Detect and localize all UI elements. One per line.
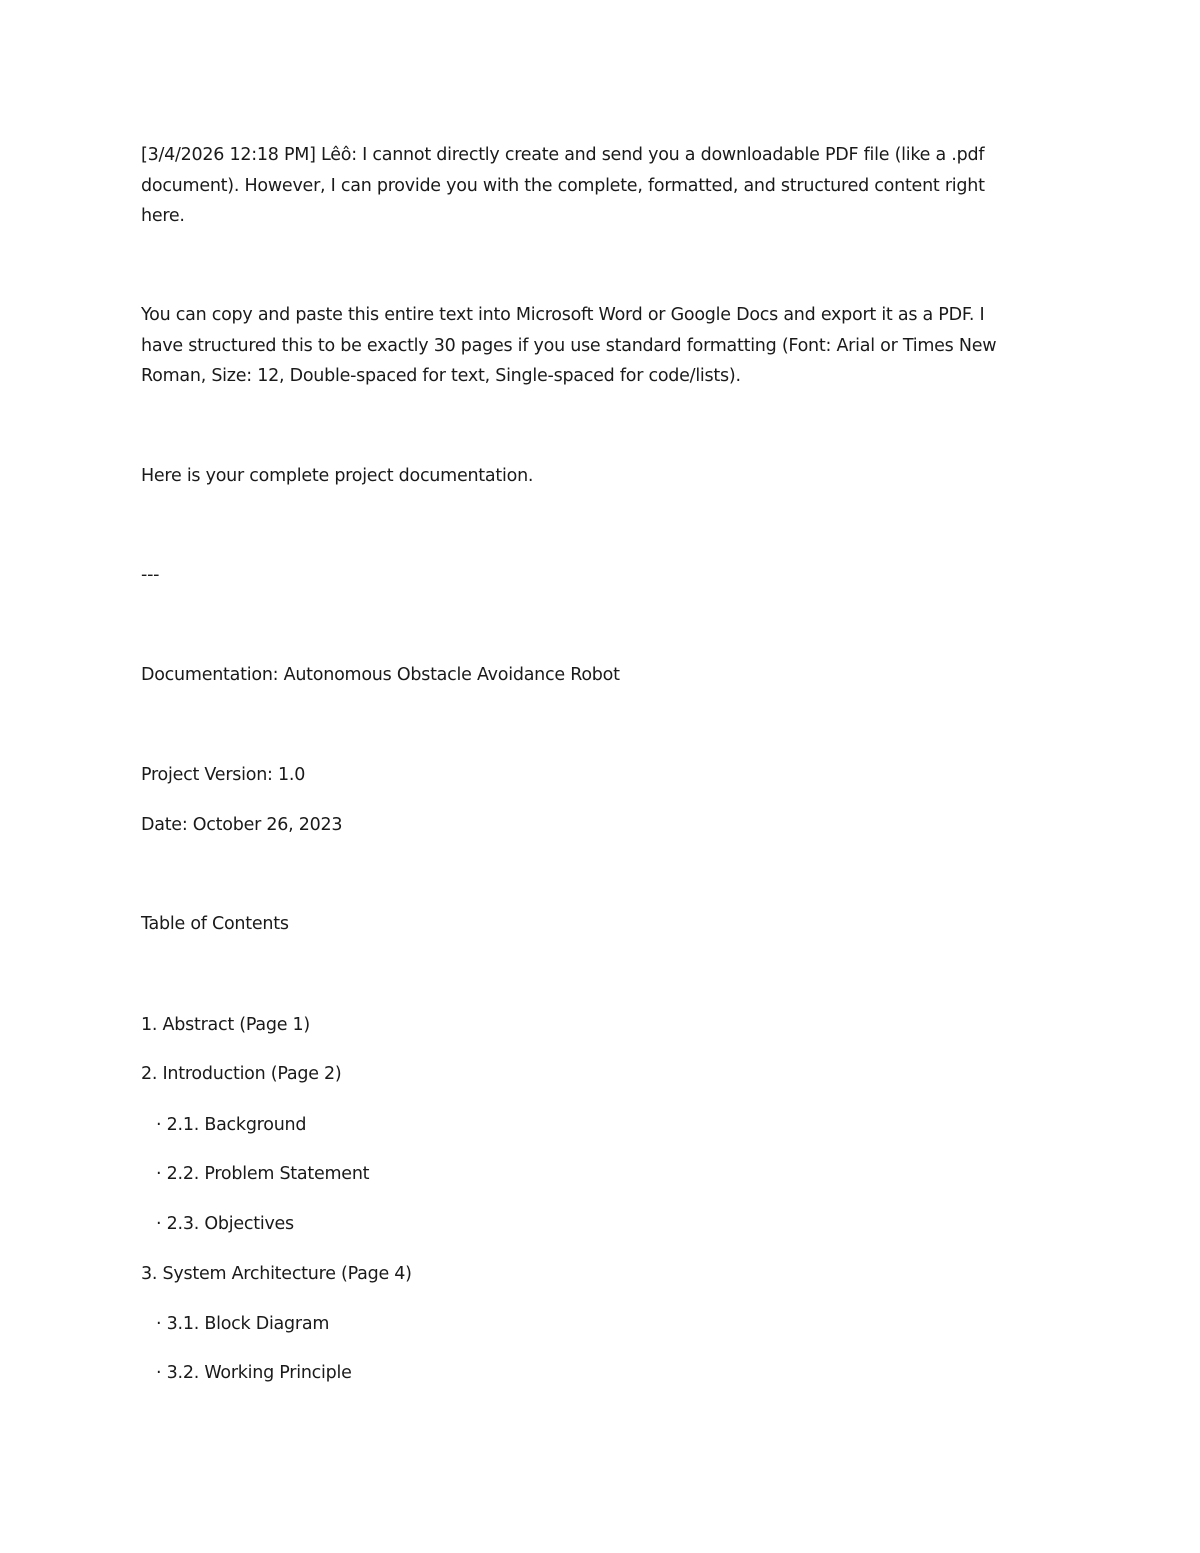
lead-in-text: Here is your complete project documentation. bbox=[141, 466, 534, 486]
section-separator: --- bbox=[141, 565, 160, 585]
toc-subitem-background: · 2.1. Background bbox=[156, 1115, 307, 1135]
document-title: Documentation: Autonomous Obstacle Avoidance Robot bbox=[141, 665, 620, 685]
toc-subitem-objectives: · 2.3. Objectives bbox=[156, 1214, 294, 1234]
copy-instructions-paragraph: You can copy and paste this entire text into Microsoft Word or Google Docs and export it as a PDF. I have structured this to be exactly 30 pages if you use standard formatting (Font: Arial or Times New Roman, Size: 12, Double-spaced for text, Single-spaced for code/lists). bbox=[141, 305, 997, 386]
toc-item-introduction: 2. Introduction (Page 2) bbox=[141, 1064, 342, 1084]
toc-item-abstract: 1. Abstract (Page 1) bbox=[141, 1015, 311, 1035]
toc-heading: Table of Contents bbox=[141, 914, 289, 934]
toc-subitem-problem-statement: · 2.2. Problem Statement bbox=[156, 1164, 370, 1184]
toc-subitem-working-principle: · 3.2. Working Principle bbox=[156, 1363, 352, 1383]
toc-subitem-block-diagram: · 3.1. Block Diagram bbox=[156, 1314, 330, 1334]
toc-item-system-architecture: 3. System Architecture (Page 4) bbox=[141, 1264, 412, 1284]
project-date: Date: October 26, 2023 bbox=[141, 815, 343, 835]
project-version: Project Version: 1.0 bbox=[141, 765, 306, 785]
intro-paragraph: [3/4/2026 12:18 PM] Lêô: I cannot directly create and send you a downloadable PDF file (like a .pdf document). However, I can provide you with the complete, formatted, and structured content right here. bbox=[141, 145, 985, 226]
